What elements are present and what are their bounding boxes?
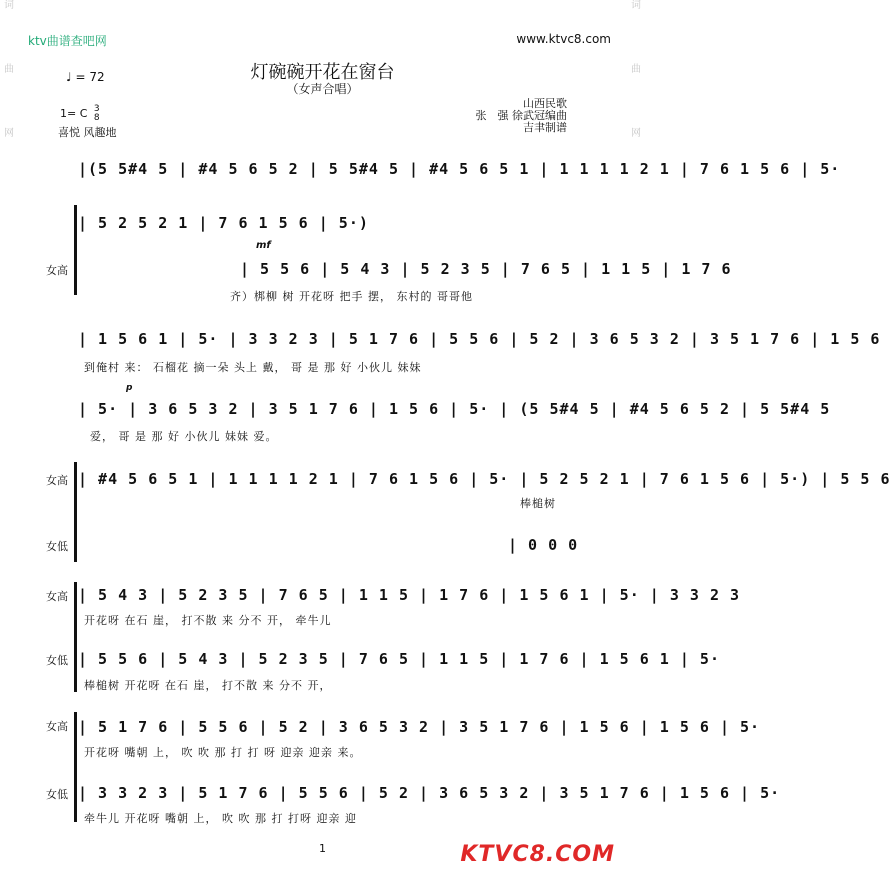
dynamic-marking: mf: [256, 240, 271, 251]
voice-label: 女高: [46, 474, 68, 487]
score-row-notes: | 0 0 0: [508, 536, 579, 554]
page-number: 1: [319, 842, 326, 855]
song-title: 灯碗碗开花在窗台: [250, 62, 395, 83]
site-name-left[interactable]: ktv曲谱查吧网: [28, 34, 107, 48]
voice-label: 女高: [46, 590, 68, 603]
time-signature: [94, 105, 100, 123]
score-row-notes: | #4 5 6 5 1 | 1 1 1 1 2 1 | 7 6 1 5 6 | 5· | 5 2 5 2 1 | 7 6 1 5 6 | 5·) | 5 5 6: [78, 470, 891, 488]
voice-label: 女高: [46, 720, 68, 733]
credit-origin: 山西民歌: [523, 97, 567, 110]
lyric-line: 开花呀 嘴朝 上， 吹 吹 那 打 打 呀 迎亲 迎亲 来。: [84, 746, 362, 759]
dynamic-marking: p: [126, 383, 133, 393]
score-row-notes: |(5 5#4 5 | #4 5 6 5 2 | 5 5#4 5 | #4 5 6 5 1 | 1 1 1 1 2 1 | 7 6 1 5 6 | 5·: [78, 160, 841, 178]
score-row-notes: | 1 5 6 1 | 5· | 3 3 2 3 | 5 1 7 6 | 5 5 6 | 5 2 | 3 6 5 3 2 | 3 5 1 7 6 | 1 5 6: [78, 330, 881, 348]
watermark-left: 词 曲 网: [4, 0, 14, 139]
system-bracket: [74, 205, 77, 295]
credit-transcriber: 吉聿制谱: [523, 121, 567, 134]
lyric-line: 爱， 哥 是 那 好 小伙儿 妹妹 爱。: [90, 430, 278, 443]
site-logo: KTVC8.COM: [460, 842, 615, 867]
voice-label: 女低: [46, 788, 68, 801]
voice-label: 女低: [46, 654, 68, 667]
lyric-line: 齐）梆柳 树 开花呀 把手 摆， 东村的 哥哥他: [230, 290, 473, 303]
system-bracket: [74, 712, 77, 822]
lyric-line: 牵牛儿 开花呀 嘴朝 上， 吹 吹 那 打 打呀 迎亲 迎: [84, 812, 357, 825]
credits: [476, 98, 568, 134]
score-row-notes: | 5 5 6 | 5 4 3 | 5 2 3 5 | 7 6 5 | 1 1 5 | 1 7 6: [240, 260, 732, 278]
lyric-line: 棒槌树: [520, 497, 556, 510]
system-bracket: [74, 582, 77, 692]
score-row-notes: | 3 3 2 3 | 5 1 7 6 | 5 5 6 | 5 2 | 3 6 5 3 2 | 3 5 1 7 6 | 1 5 6 | 5·: [78, 784, 781, 802]
voice-label: 女高: [46, 264, 68, 277]
score-row-notes: | 5 2 5 2 1 | 7 6 1 5 6 | 5·): [78, 214, 369, 232]
score-row-notes: | 5 4 3 | 5 2 3 5 | 7 6 5 | 1 1 5 | 1 7 6 | 1 5 6 1 | 5· | 3 3 2 3: [78, 586, 741, 604]
system-bracket: [74, 462, 77, 562]
tempo-marking: ♩ = 72: [66, 70, 105, 84]
key-label: 1= C: [60, 107, 88, 120]
credit-arranger: 张 强 徐武冠编曲: [475, 109, 567, 122]
time-numerator: 3: [93, 104, 100, 114]
lyric-line: 开花呀 在石 崖， 打不散 来 分不 开， 牵牛儿: [84, 614, 332, 627]
time-denominator: 8: [93, 113, 100, 123]
key-signature: [60, 105, 100, 123]
score-row-notes: | 5 5 6 | 5 4 3 | 5 2 3 5 | 7 6 5 | 1 1 5 | 1 7 6 | 1 5 6 1 | 5·: [78, 650, 720, 668]
watermark-right: 词 曲 网: [631, 0, 641, 139]
score-row-notes: | 5 1 7 6 | 5 5 6 | 5 2 | 3 6 5 3 2 | 3 5 1 7 6 | 1 5 6 | 1 5 6 | 5·: [78, 718, 761, 736]
voice-label: 女低: [46, 540, 68, 553]
lyric-line: 到俺村 来： 石榴花 摘一朵 头上 戴， 哥 是 那 好 小伙儿 妹妹: [84, 361, 422, 374]
lyric-line: 棒槌树 开花呀 在石 崖， 打不散 来 分不 开，: [84, 679, 332, 692]
expression-marking: 喜悦 风趣地: [58, 126, 117, 139]
score-row-notes: | 5· | 3 6 5 3 2 | 3 5 1 7 6 | 1 5 6 | 5· | (5 5#4 5 | #4 5 6 5 2 | 5 5#4 5: [78, 400, 831, 418]
song-subtitle: （女声合唱）: [286, 82, 359, 96]
site-url-right[interactable]: www.ktvc8.com: [516, 32, 611, 46]
